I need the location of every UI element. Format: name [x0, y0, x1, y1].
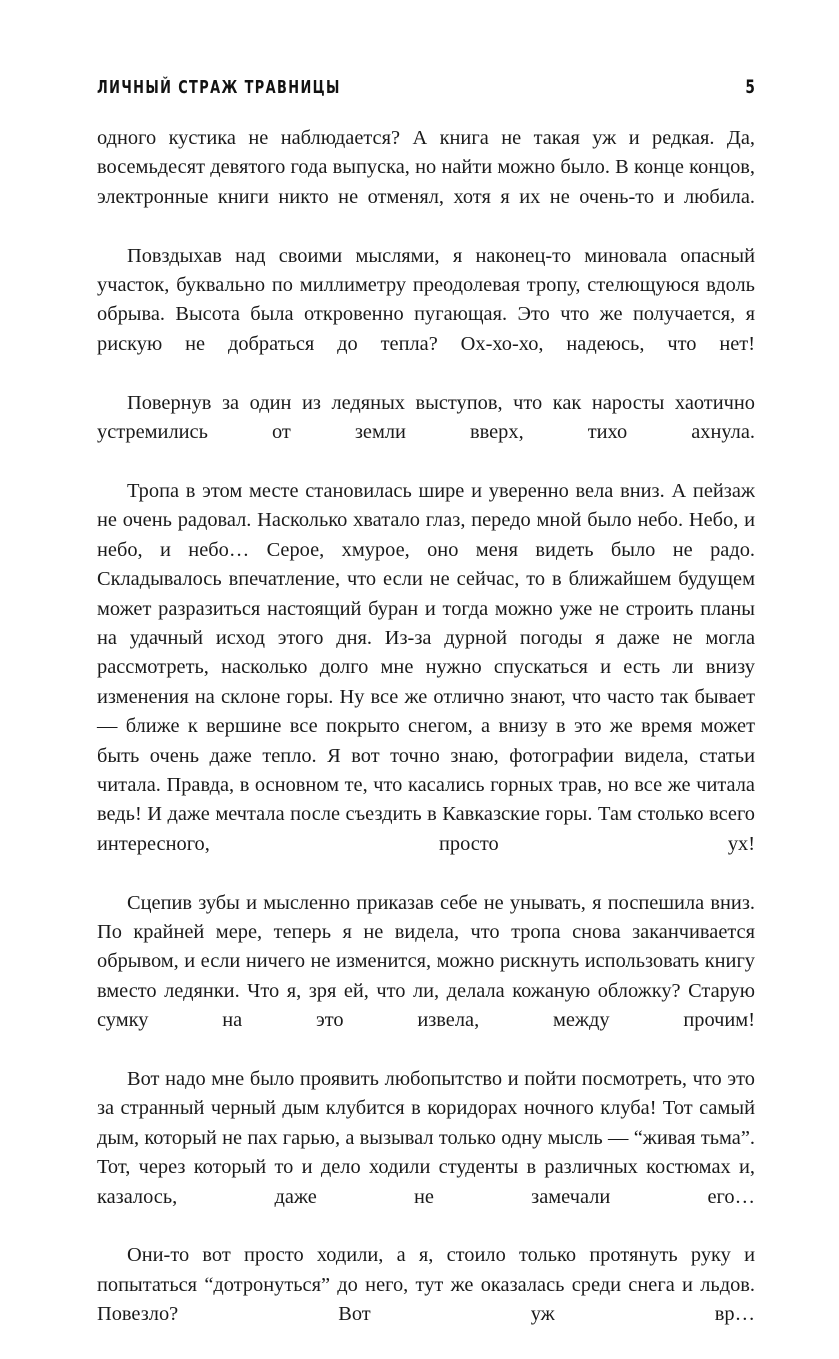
paragraph: Повернув за один из ледяных выступов, что как наросты хаотично устремились от земли вверх, тихо ахнула. [97, 391, 755, 444]
paragraph: Вот надо мне было проявить любопытство и пойти посмотреть, что это за странный черный дым клубится в коридорах ночного клуба! Тот самый дым, который не пах гарью, а вызывал только одну мысль — “живая тьма”. Тот, через который то и дело ходили студенты в различных костюмах и, казалось, даже не замечали его… [97, 1068, 755, 1208]
page-number: 5 [745, 76, 755, 98]
paragraph: Повздыхав над своими мыслями, я наконец-то миновала опасный участок, буквально по миллиметру преодолевая тропу, стелющуюся вдоль обрыва. Высота была откровенно пугающая. Это что же получается, я рискую не добраться до тепла? Ох-хо-хо, надеюсь, что нет! [97, 244, 755, 355]
running-head [97, 78, 755, 104]
paragraph: одного кустика не наблюдается? А книга не такая уж и редкая. Да, восемьдесят девятого года выпуска, но найти можно было. В конце концов, электронные книги никто не отменял, хотя я их не очень-то и любила. [97, 127, 755, 208]
paragraph: Тропа в этом месте становилась шире и уверенно вела вниз. А пейзаж не очень радовал. Насколько хватало глаз, передо мной было небо. Небо, и небо, и небо… Серое, хмурое, оно меня видеть было не радо. Складывалось впечатление, что если не сейчас, то в ближайшем будущем может разразиться настоящий буран и тогда можно уже не строить планы на удачный исход этого дня. Из-за дурной погоды я даже не могла рассмотреть, насколько долго мне нужно спускаться и есть ли внизу изменения на склоне горы. Ну все же отлично знают, что часто так бывает — ближе к вершине все покрыто снегом, а внизу в это же время может быть очень даже тепло. Я вот точно знаю, фотографии видела, статьи читала. Правда, в основном те, что касались горных трав, но все же читала ведь! И даже мечтала после съездить в Кавказские горы. Там столько всего интересного, просто ух! [97, 479, 755, 855]
paragraph: Сцепив зубы и мысленно приказав себе не унывать, я поспешила вниз. По крайней мере, теперь я не видела, что тропа снова заканчивается обрывом, и если ничего не изменится, можно рискнуть использовать книгу вместо ледянки. Что я, зря ей, что ли, делала кожаную обложку? Старую сумку на это извела, между прочим! [97, 891, 755, 1032]
paragraph: Они-то вот просто ходили, а я, стоило только протянуть руку и попытаться “дотронуться” до него, тут же оказалась среди снега и льдов. Повезло? Вот уж вр… [97, 1244, 755, 1326]
body-text-block [97, 124, 755, 1359]
running-head-title: ЛИЧНЫЙ СТРАЖ ТРАВНИЦЫ [97, 78, 341, 98]
